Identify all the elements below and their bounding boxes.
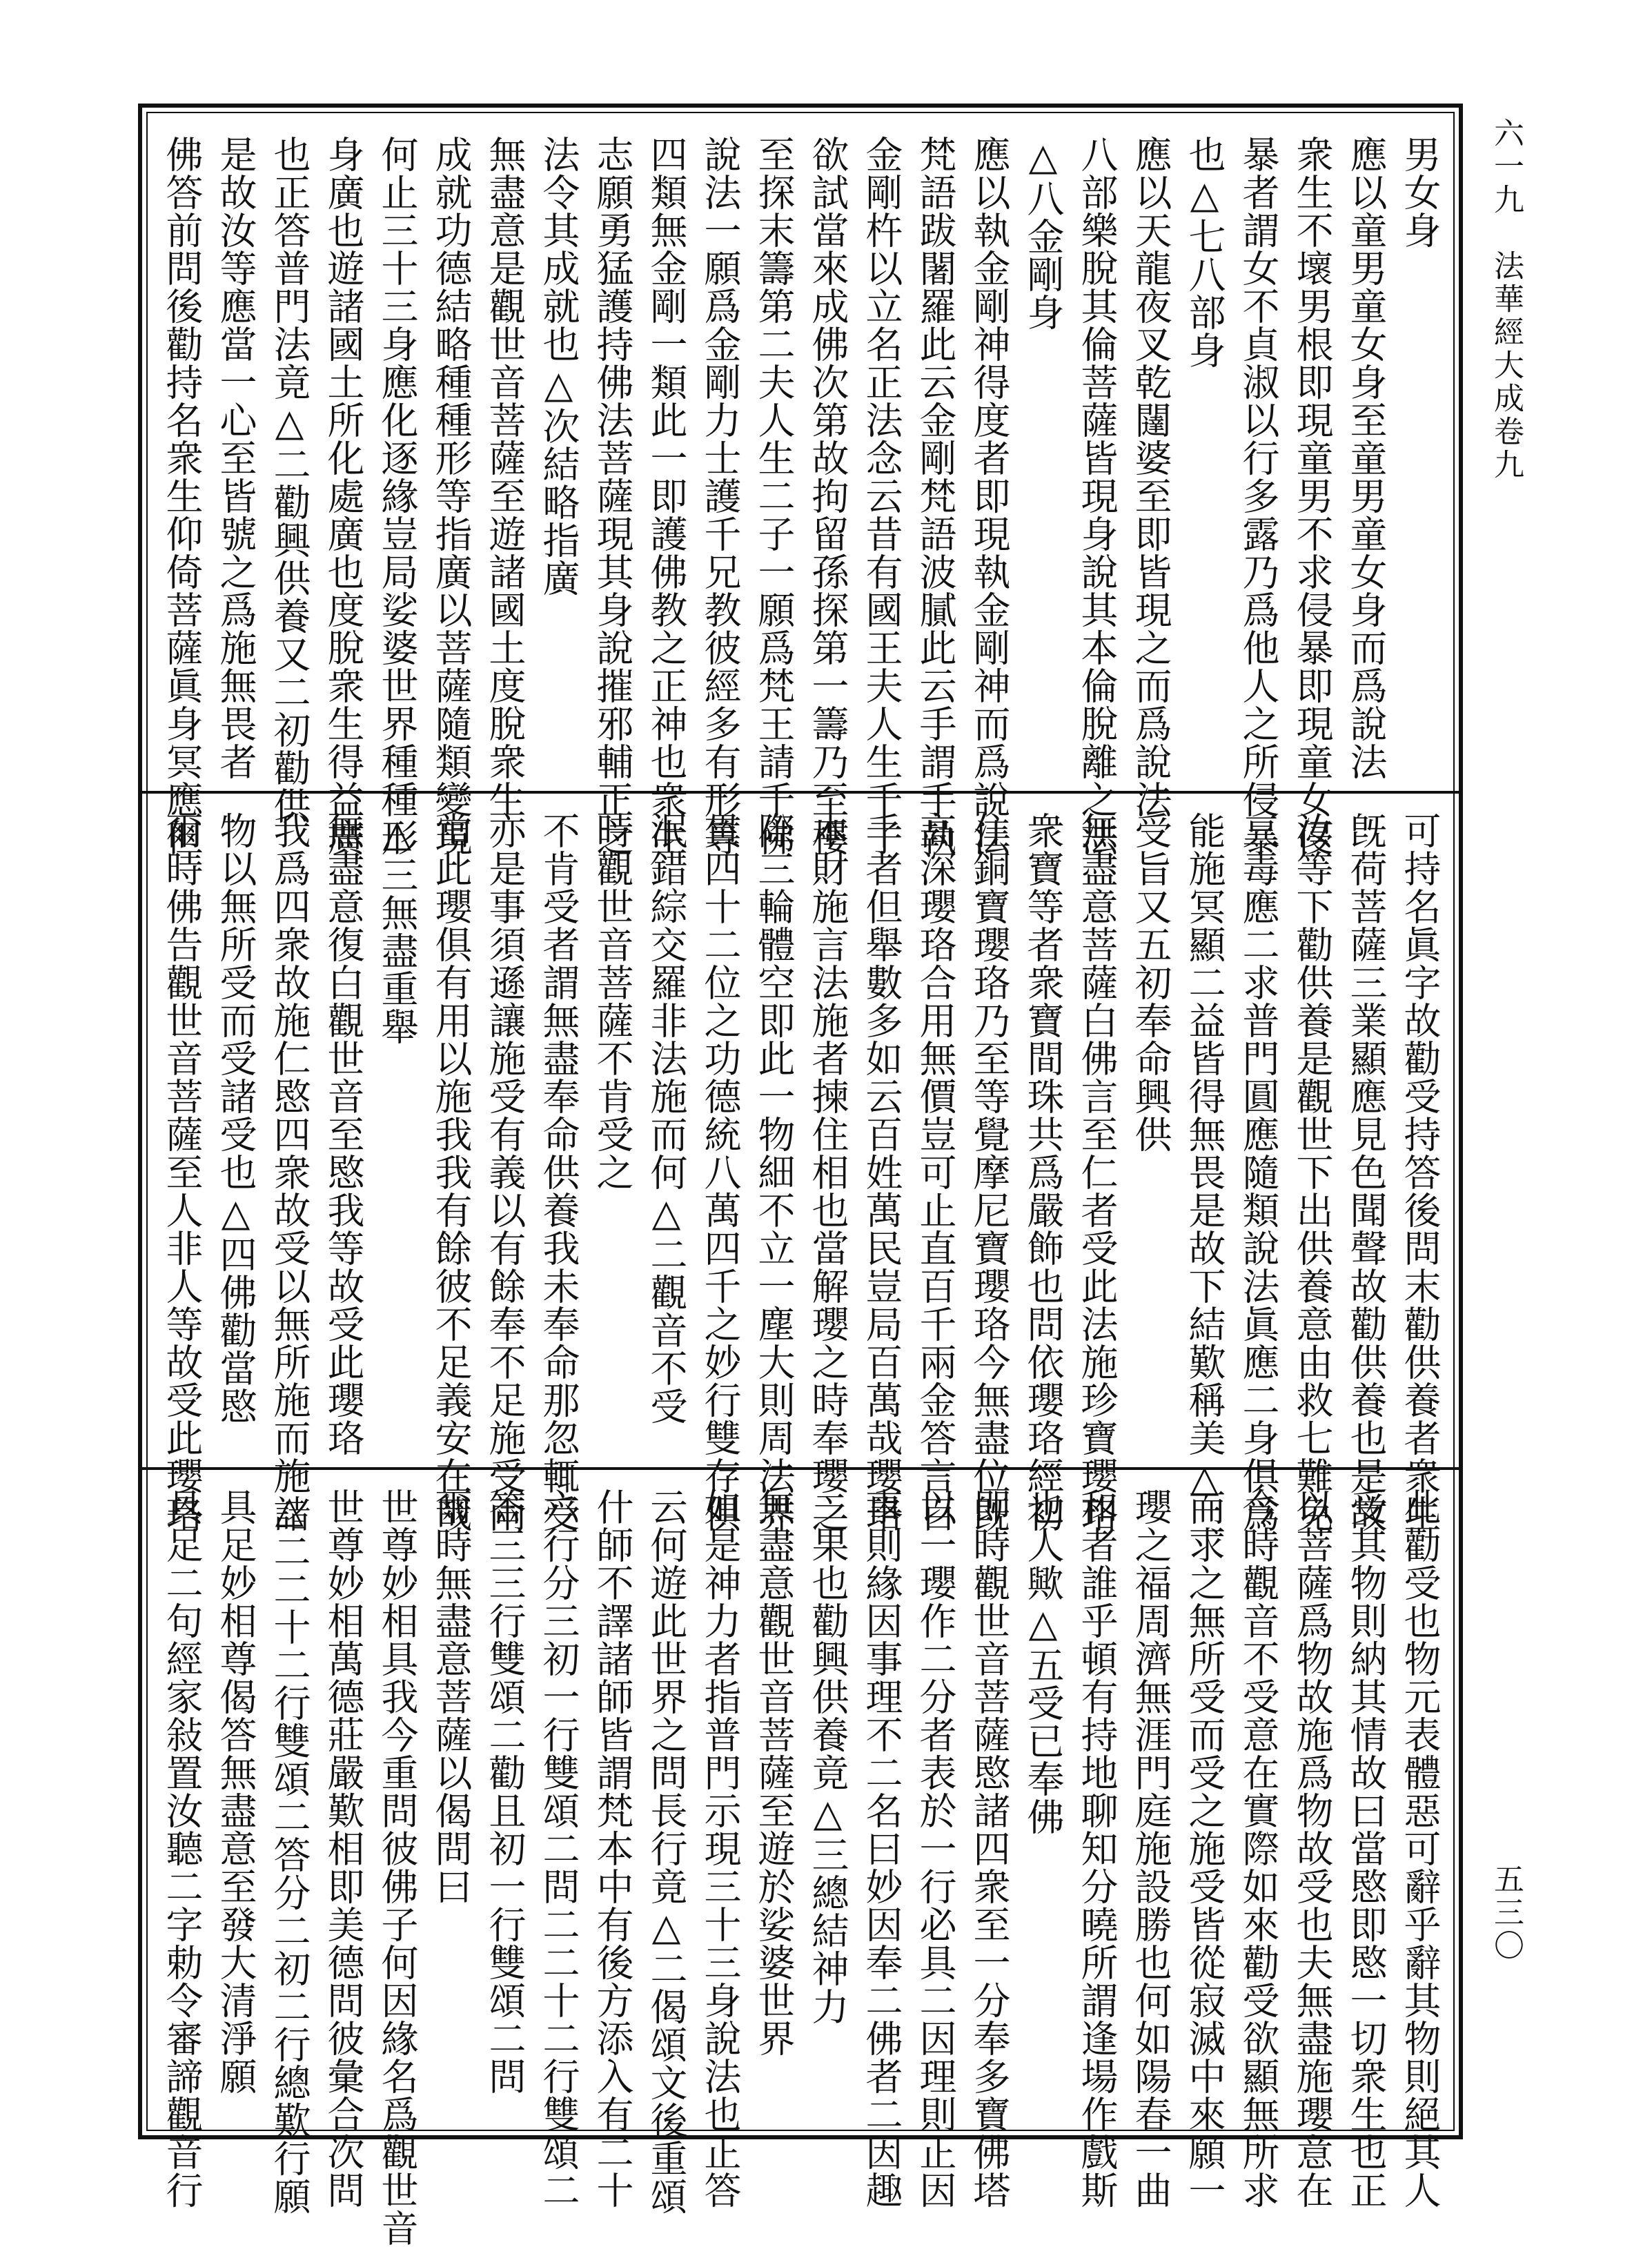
text-column: 和者誰乎頓有持地聊知分曉所謂逢場作戲斯	[1075, 1488, 1119, 2209]
text-column: 也△七八部身	[1183, 135, 1226, 369]
text-column: 貫四十二位之功德統八萬四千之妙行雙存俱	[698, 812, 742, 1533]
panel-top	[160, 135, 1442, 856]
text-column: 爾時佛告觀世音菩薩至人非人等故受此瓔珞	[160, 812, 204, 1533]
running-header: 六一九 法華經大成卷九	[1488, 117, 1524, 482]
text-column: 衆生不壞男根即現童男不求侵暴即現童女侵	[1290, 135, 1334, 856]
text-column: 以菩薩爲物故施爲物故受也夫無盡施瓔意在	[1290, 1488, 1334, 2209]
text-column: 何止三十三身應化逐緣豈局娑婆世界種種形	[375, 135, 419, 856]
panel-middle	[160, 812, 1442, 1539]
text-column: 住銅寶瓔珞乃至等覺摩尼寶瓔珞今無盡位旣	[967, 812, 1011, 1533]
panel-divider	[142, 791, 1459, 794]
text-column: 衆寶等者衆寶間珠共爲嚴飾也問依瓔珞經初	[1021, 812, 1065, 1533]
text-column: △二二十二行雙頌二答分二初二行總歎行願	[268, 1488, 311, 2215]
text-column: 也人歟△五受已奉佛	[1021, 1488, 1065, 1836]
text-column: 答三三行雙頌二勸且初一行雙頌二問	[483, 1488, 527, 2095]
text-column: 成就功德結略種種形等指廣以菩薩隨類變現	[429, 135, 473, 856]
text-column: 什師不譯諸師皆謂梵本中有後方添入有二十	[591, 1488, 634, 2209]
text-column: 也正答普門法竟△二勸興供養又二初勸供	[268, 135, 311, 825]
text-column: 高深瓔珞合用無價豈可止直百千兩金答言百	[914, 812, 957, 1533]
text-column: 應以天龍夜叉乾闥婆至即皆現之而爲說法	[1129, 135, 1172, 818]
text-column: 汝等下勸供養是觀世下出供養意由救七難免	[1290, 812, 1334, 1533]
text-column: 際三輪體空即此一物細不立一塵大則周法界	[752, 812, 796, 1533]
page-number: 五三〇	[1488, 1863, 1524, 1963]
text-column: 無盡意觀世音菩薩至遊於娑婆世界	[752, 1488, 796, 2057]
text-column: 金剛杵以立名正法念云昔有國王夫人生千子	[860, 135, 903, 856]
text-column: 今時觀音不受意在實際如來勸受欲顯無所求	[1237, 1488, 1280, 2209]
text-column: 具足妙相尊偈答無盡意至發大清淨願	[214, 1488, 257, 2095]
text-column: 八部樂脫其倫菩薩皆現身說其本倫脫離之法	[1075, 135, 1119, 856]
text-column: 六行分三初一行雙頌二問二二十二行雙頌二	[537, 1488, 580, 2209]
text-column: 無盡意是觀世音菩薩至遊諸國土度脫衆生	[483, 135, 527, 818]
text-column: 男女身	[1398, 135, 1442, 249]
text-column: 法令其成就也△次結略指廣	[537, 135, 580, 597]
text-column: 當此瓔俱有用以施我我有餘彼不足義安在哉	[429, 812, 473, 1533]
text-column: 而求之無所受而受之施受皆從寂滅中來願一	[1183, 1488, 1226, 2209]
text-column: 受其物則納其情故曰當愍即愍一切衆生也正	[1344, 1488, 1388, 2209]
text-column: 物以無所受而受諸受也△四佛勸當愍	[214, 812, 257, 1425]
text-column: 四類無金剛一類此一即護佛教之正神也衆生	[645, 135, 688, 856]
text-column: 二果也勸興供養竟△三總結神力	[806, 1488, 849, 2025]
text-column: 世尊妙相具我今重問彼佛子何因緣名爲觀世音	[375, 1488, 419, 2247]
text-column: 時觀世音菩薩不肯受之	[591, 812, 634, 1191]
text-column: 瓔之福周濟無涯門庭施設勝也何如陽春一曲	[1129, 1488, 1172, 2209]
text-column: 身廣也遊諸國土所化處廣也度脫衆生得益廣	[322, 135, 365, 856]
text-column: 世尊妙相萬德莊嚴歎相即美德問彼彙合次問	[322, 1488, 365, 2209]
text-column: 暴者謂女不貞淑以行多露乃爲他人之所侵暴	[1237, 135, 1280, 856]
text-column: 亦是事須遜讓施受有義以有餘奉不足施受兩	[483, 812, 527, 1533]
text-column: 云何遊此世界之問長行竟△二偈頌文後重頌	[645, 1488, 688, 2215]
text-column: 事則緣因事理不二名曰妙因奉二佛者二因趣	[860, 1488, 903, 2209]
text-column: △八金剛身	[1021, 135, 1065, 331]
text-column: △三無盡重舉	[375, 812, 419, 1046]
text-column: 是故汝等應當一心至皆號之爲施無畏者	[214, 135, 257, 781]
panel-bottom	[160, 1488, 1442, 2247]
text-column: 無盡意復白觀世音至愍我等故受此瓔珞	[322, 812, 365, 1457]
text-column: 本財施言法施者揀住相也當解瓔之時奉瓔之	[806, 812, 849, 1533]
text-column: 旣荷菩薩三業顯應見色聞聲故勸供養也是故	[1344, 812, 1388, 1533]
text-column: 具足二句經家敍置汝聽二字勅令審諦觀音行	[160, 1488, 204, 2209]
text-column: 能施冥顯二益皆得無畏是故下結歎稱美△二	[1183, 812, 1226, 1539]
text-column: 說法一願爲金剛力士護千兄教彼經多有形等	[698, 135, 742, 856]
text-column: 應以執金剛神得度者即現執金剛神而爲說法	[967, 135, 1011, 856]
text-column: 如是神力者指普門示現三十三身說法也正答	[698, 1488, 742, 2209]
text-column: 受旨又五初奉命興供	[1129, 812, 1172, 1153]
text-column: 泯錯綜交羅非法施而何△二觀音不受	[645, 812, 688, 1425]
text-column: 爾時無盡意菩薩以偈問曰	[429, 1488, 473, 1905]
text-column: 即時觀世音菩薩愍諸四衆至一分奉多寶佛塔	[967, 1488, 1011, 2209]
text-column: 佛答前問後勸持名衆生仰倚菩薩眞身冥應但	[160, 135, 204, 856]
page-frame	[138, 104, 1463, 2247]
text-column: 可持名眞字故勸受持答後問末勸供養者衆生	[1398, 812, 1442, 1533]
text-column: 不肯受者謂無盡奉命供養我未奉命那忽輒受	[537, 812, 580, 1533]
text-column: 我爲四衆故施仁愍四衆故受以無所施而施諸	[268, 812, 311, 1533]
text-column: 以一瓔作二分者表於一行必具二因理則正因	[914, 1488, 957, 2209]
text-column: 應以童男童女身至童男童女身而爲說法	[1344, 135, 1388, 781]
text-column: 三毒應二求普門圓應隨類說法眞應二身俱爲	[1237, 812, 1280, 1533]
text-column: 梵語跋闍羅此云金剛梵語波膩此云手謂手執	[914, 135, 957, 856]
text-column: 志願勇猛護持佛法菩薩現其身說摧邪輔正之	[591, 135, 634, 856]
text-column: 無盡意菩薩白佛言至仁者受此法施珍寶瓔珞	[1075, 812, 1119, 1533]
text-column: 此勸受也物元表體惡可辭乎辭其物則絕其人	[1398, 1488, 1442, 2209]
text-column: 千者但舉數多如云百姓萬民豈局百萬哉瓔珞	[860, 812, 903, 1533]
text-column: 至探末籌第二夫人生二子一願爲梵王請千佛	[752, 135, 796, 856]
text-column: 欲試當來成佛次第故拘留孫探第一籌乃至樓	[806, 135, 849, 856]
panel-divider	[142, 1467, 1459, 1470]
